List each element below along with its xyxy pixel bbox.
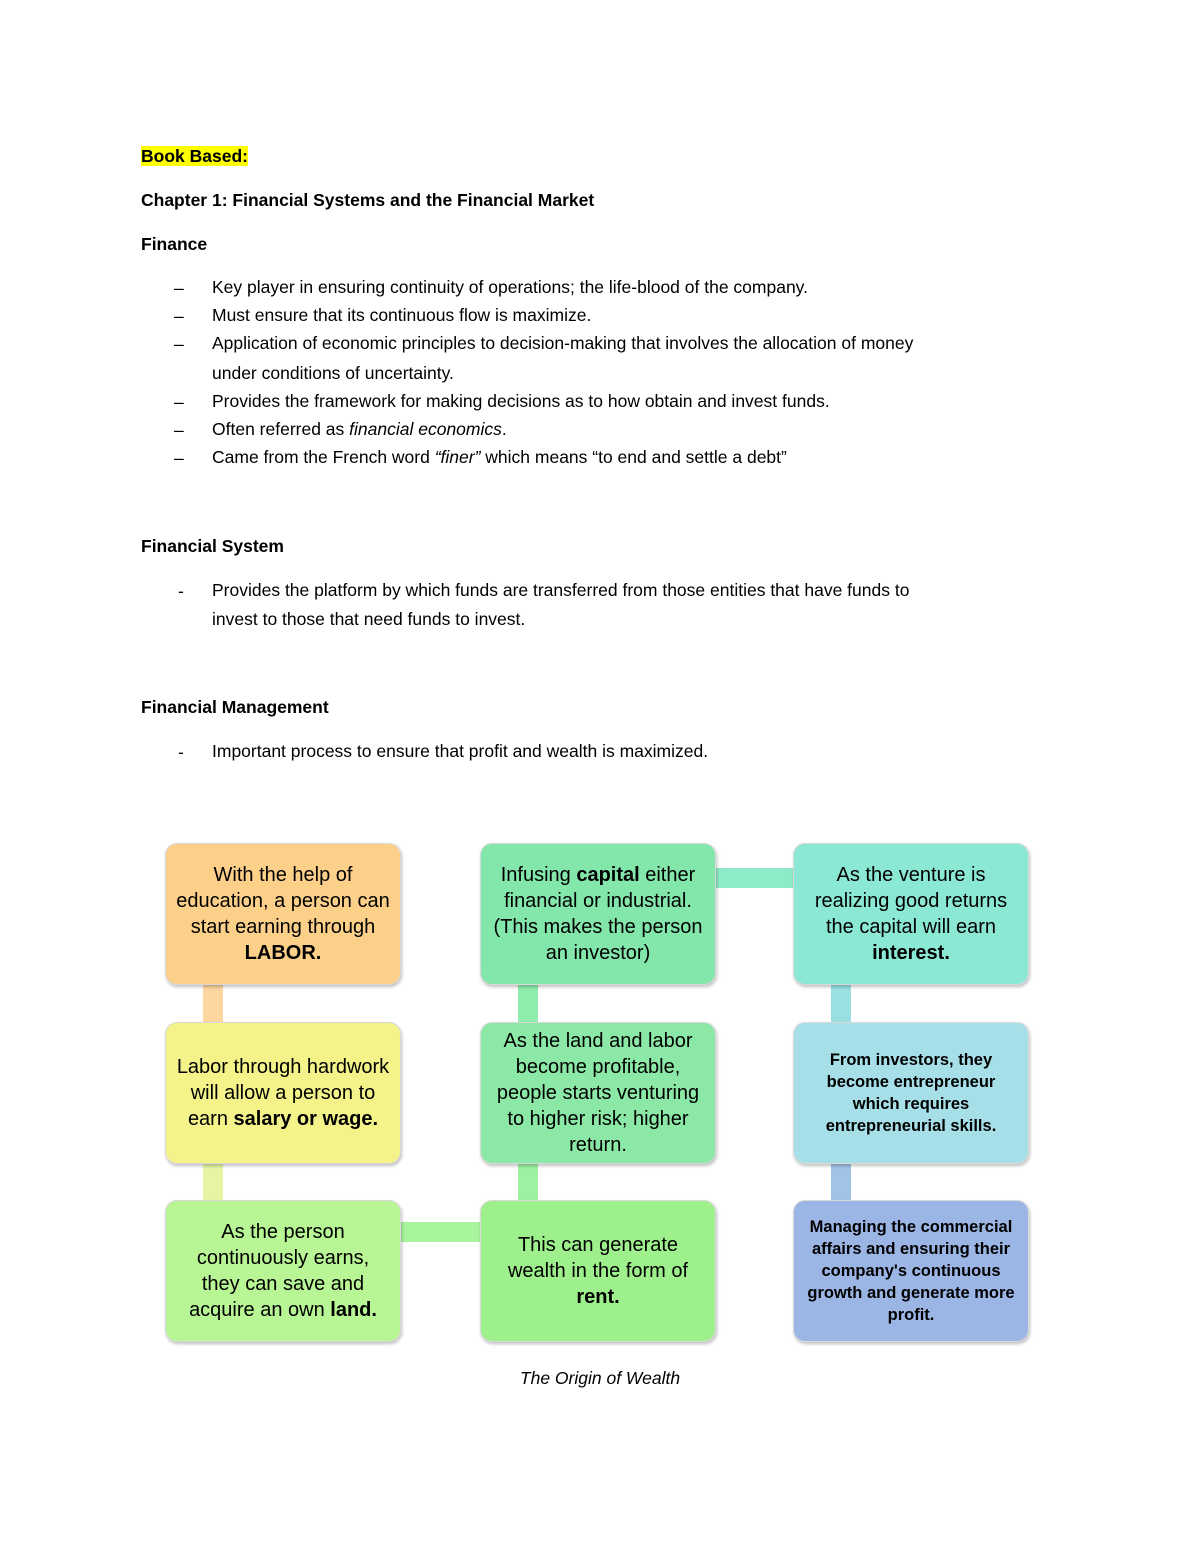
highlighted-tag: Book Based: [141, 146, 248, 166]
bullet-dash: – [174, 392, 184, 412]
finance-item-6 [212, 443, 1042, 472]
finance-item-1: Key player in ensuring continuity of operations; the life-blood of the company. [212, 277, 808, 297]
box-text: As the land and labor become profitable, people starts venturing to higher risk; higher return. [496, 1030, 700, 1156]
text-run: either financial or industrial. (This makes the person an investor) [493, 864, 703, 964]
connector-salary-land [203, 1163, 223, 1201]
italic-term: financial economics [349, 419, 502, 439]
text-run: With the help of education, a person can start earning through [176, 864, 390, 938]
chapter-title: Chapter 1: Financial Systems and the Financial Market [141, 190, 595, 210]
text-run: Often referred as [212, 419, 350, 439]
book-based-label [141, 146, 248, 166]
box-rent [480, 1200, 716, 1342]
financial-system-heading: Financial System [141, 536, 284, 556]
bullet-dash: – [174, 306, 184, 326]
text-run: This can generate wealth in the form of [507, 1234, 689, 1282]
finance-item-3-line2: under conditions of uncertainty. [212, 363, 454, 383]
diagram-caption: The Origin of Wealth [519, 1368, 681, 1388]
box-venture [480, 1022, 716, 1164]
connector-rent-venture [518, 1163, 538, 1201]
connector-interest-entrepreneur [831, 985, 851, 1023]
box-interest [793, 843, 1029, 985]
bullet-hyphen: - [178, 581, 184, 601]
connector-entrepreneur-managing [831, 1163, 851, 1201]
finance-item-3-line1: Application of economic principles to decision-making that involves the allocation of money [212, 333, 914, 353]
bullet-dash: – [174, 278, 184, 298]
finance-heading: Finance [141, 234, 208, 254]
box-text: Managing the commercial affairs and ensuring their company's continuous growth and generate more profit. [807, 1218, 1015, 1324]
connector-venture-capital [518, 985, 538, 1023]
finance-item-4: Provides the framework for making decisions as to how obtain and invest funds. [212, 391, 830, 411]
financial-management-item: Important process to ensure that profit and wealth is maximized. [212, 741, 709, 761]
connector-capital-interest [716, 868, 793, 888]
bold-term: capital [576, 864, 640, 886]
box-text [176, 862, 390, 966]
bullet-dash: – [174, 448, 184, 468]
text-run: which means “to end and settle a debt” [480, 447, 787, 467]
bold-term: salary or wage. [233, 1108, 379, 1130]
text-run: As the person continuously earns, they can save and acquire an own [189, 1221, 370, 1321]
box-entrepreneur [793, 1022, 1029, 1164]
financial-system-item-line2: invest to those that need funds to invest. [212, 609, 526, 629]
connector-labor-salary [203, 985, 223, 1023]
box-managing [793, 1200, 1029, 1342]
bullet-dash: – [174, 420, 184, 440]
bullet-dash: – [174, 334, 184, 354]
text-run: As the venture is realizing good returns the capital will earn [814, 864, 1008, 938]
box-text: From investors, they become entrepreneur which requires entrepreneurial skills. [825, 1051, 997, 1135]
bullet-hyphen: - [178, 742, 184, 762]
finance-item-2: Must ensure that its continuous flow is maximize. [212, 305, 592, 325]
box-salary [165, 1022, 401, 1164]
financial-management-heading: Financial Management [141, 697, 329, 717]
finance-item-5 [212, 415, 1042, 444]
box-text [491, 862, 705, 966]
bold-term: land. [330, 1299, 377, 1321]
box-labor [165, 843, 401, 985]
connector-land-rent [401, 1222, 480, 1242]
box-text [804, 862, 1018, 966]
text-run: Labor through hardwork will allow a person to earn [176, 1056, 390, 1130]
bold-term: interest. [872, 942, 950, 964]
text-run: Came from the French word [212, 447, 435, 467]
box-land [165, 1200, 401, 1342]
text-run: Infusing [500, 864, 577, 886]
box-text [176, 1219, 390, 1323]
box-capital [480, 843, 716, 985]
italic-term: “finer” [434, 447, 481, 467]
box-text [176, 1054, 390, 1132]
bold-term: LABOR. [244, 942, 322, 964]
bold-term: rent. [576, 1286, 620, 1308]
financial-system-item-line1: Provides the platform by which funds are transferred from those entities that have funds to [212, 580, 910, 600]
text-run: . [501, 419, 507, 439]
box-text [491, 1232, 705, 1310]
